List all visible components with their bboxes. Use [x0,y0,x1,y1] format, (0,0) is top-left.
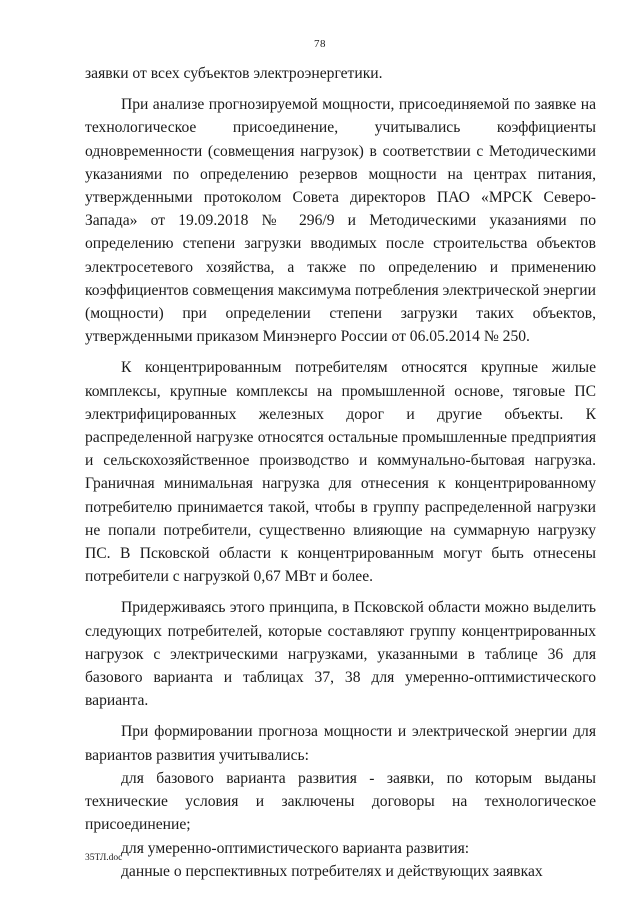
footer-filename: 35ТЛ.doc [85,853,123,863]
paragraph-optimistic-variant: для умеренно-оптимистического варианта развития: [121,839,470,857]
paragraph-base-variant: для базового варианта развития - заявки, по которым выданы технические условия и заключены договоры на технологическое присоединение; [85,769,596,834]
paragraph-prospective-data: данные о перспективных потребителях и действующих заявках [121,862,543,880]
paragraph-pskov-consumers: Придерживаясь этого принципа, в Псковской области можно выделить следующих потребителей, которые составляют группу концентрированных нагрузок с электрическими нагрузками, указанными в таблице 36 для базового варианта и таблицах 37, 38 для умеренно-оптимистического варианта. [85,599,596,710]
paragraph-concentrated-consumers: К концентрированным потребителям относятся крупные жилые комплексы, крупные комплексы на промышленной основе, тяговые ПС электрифицированных железных дорог и другие объекты. К распределенной нагрузке относятся остальные промышленные предприятия и сельскохозяйственное производство и коммунально-бытовая нагрузка. Граничная минимальная нагрузка для отнесения к концентрированному потребителю принимается такой, чтобы в группу распределенной нагрузки не попали потребители, существенно влияющие на суммарную нагрузку ПС. В Псковской области к концентрированным могут быть отнесены потребители с нагрузкой 0,67 МВт и более. [85,359,596,586]
document-body [85,62,596,883]
page-number: 78 [314,38,326,50]
paragraph-capacity-analysis: При анализе прогнозируемой мощности, присоединяемой по заявке на технологическое присоединение, учитывались коэффициенты одновременности (совмещения нагрузок) в соответствии с Методическими указаниями по определению резервов мощности на центрах питания, утвержденными протоколом Совета директоров ПАО «МРСК Северо-Запада» от 19.09.2018 № 296/9 и Методическими указаниями по определению степени загрузки вводимых после строительства объектов электросетевого хозяйства, а также по определению и применению коэффициентов совмещения максимума потребления электрической энергии (мощности) при определении степени загрузки таких объектов, утвержденными приказом Минэнерго России от 06.05.2014 № 250. [85,96,596,346]
paragraph-forecast-intro: При формировании прогноза мощности и электрической энергии для вариантов развития учитывались: [85,723,596,764]
paragraph-continuation: заявки от всех субъектов электроэнергетики. [85,65,383,82]
